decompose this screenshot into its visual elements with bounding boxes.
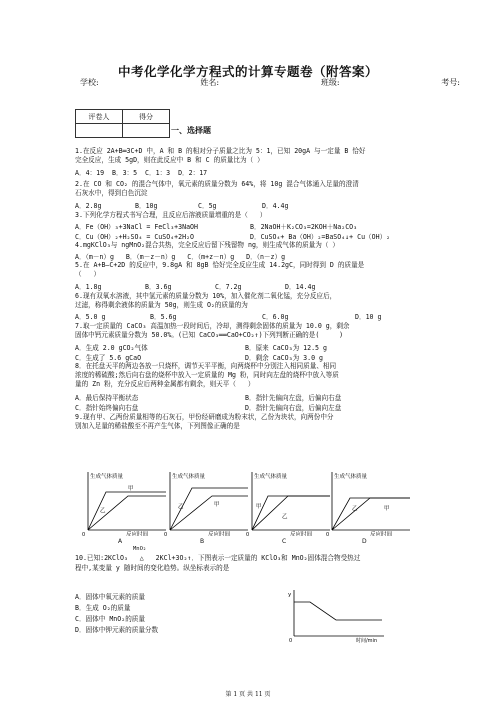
question-10-option-a: A．固体中氧元素的质量 (75, 593, 145, 601)
question-3-option-a: A．Fe（OH）₃+3NaCl = FeCl₃+3NaOH (75, 223, 198, 231)
graph-c-series-yi: 乙 (282, 514, 288, 520)
question-7-option-c: C．生成了 5.6 gCaO (75, 354, 142, 362)
graph-b-series-jia: 甲 (214, 502, 220, 508)
question-2-text: 2.在 CO 和 CO₂ 的混合气体中，氧元素的质量分数为 64%，将 10g 混合气体通入足量的澄清 石灰水中，得到白色沉淀 (75, 180, 359, 198)
page-footer: 第 1 页 共 11 页 (225, 691, 271, 698)
question-2-option-c: C．5g (198, 202, 217, 210)
page-title: 中考化学化学方程式的计算专题卷（附答案） (117, 64, 378, 79)
question-4-options: A．（m－n）g B．（m－z－n）g C．（m+z－n）g D．（n－z）g (75, 253, 286, 261)
graph-q10-origin: 0 (289, 638, 293, 644)
question-7-option-a: A．生成 2.0 gCO₂气体 (75, 344, 148, 352)
grader-cell (76, 124, 123, 138)
question-6-option-d: D．10 g (355, 313, 382, 321)
graph-d-origin: 0 (326, 532, 330, 536)
graph-c-ylabel: 生成气体质量 (254, 474, 288, 480)
graph-q10-xlabel: 时间/min (356, 638, 378, 644)
section-heading: 一、选择题 (171, 125, 211, 135)
student-info-row (80, 77, 460, 88)
question-5-text: 5.在 A+B—C+2D 的反应中，9.8gA 和 8gB 恰好完全反应生成 14.2gC，同时得到 D 的质量是 （ ） (75, 261, 365, 279)
question-10-option-b: B．生成 O₂的质量 (75, 604, 131, 612)
question-9-text: 9.现有甲、乙两份质量相等的石灰石，甲份经研磨成为粉末状，乙份为块状，向两份中分 别加入足量的稀盐酸至不再产生气体，下列图像正确的是 (75, 413, 334, 431)
graph-b-xlabel: 反应时间 (208, 532, 231, 536)
question-6-option-a: A．5.0 g (75, 313, 106, 321)
question-5-option-b: B．3.6g (145, 283, 172, 291)
school-label: 学校: (80, 78, 99, 87)
graph-c-xlabel: 反应时间 (290, 532, 313, 536)
graph-d (322, 470, 412, 540)
score-header: 得分 (123, 110, 170, 124)
graph-d-series-jia: 甲 (384, 506, 390, 512)
graph-a (78, 470, 168, 540)
graph-d-xlabel: 反应时间 (370, 532, 393, 536)
graph-c-series-jia: 甲 (256, 504, 262, 510)
graph-b-ylabel: 生成气体质量 (172, 474, 206, 480)
question-3-option-b: B．2NaOH＋K₂CO₃=2KOH＋Na₂CO₃ (250, 223, 358, 231)
question-5-option-d: D．14.4g (285, 283, 316, 291)
question-5-option-c: C．7.2g (215, 283, 242, 291)
question-2-option-a: A．2.8g (75, 202, 102, 210)
grader-header: 评卷人 (76, 110, 123, 124)
graph-q10 (286, 588, 386, 648)
graph-b-series-yi: 乙 (178, 504, 184, 510)
score-cell (123, 124, 170, 138)
graph-q10-ylabel: y (288, 592, 292, 598)
question-10-option-d: D．固体中钾元素的质量分数 (75, 626, 159, 634)
question-6-option-c: C．6.0g (262, 313, 289, 321)
name-label: 姓名: (200, 78, 220, 87)
exam-no-label: 考号: (441, 78, 460, 87)
graph-a-ylabel: 生成气体质量 (90, 474, 124, 480)
question-6-text: 6.现有双氧水溶液，其中氢元素的质量分数为 10%，加入催化剂二氧化锰，充分反应后， 过滤，称得剩余液体的质量为 50g，则生成 O₂的质量的为 (75, 292, 337, 310)
graph-b-label: B (200, 538, 205, 545)
graph-d-ylabel: 生成气体质量 (334, 474, 368, 480)
graph-c-label: C (282, 538, 287, 545)
question-5-option-a: A．1.8g (75, 283, 102, 291)
question-1-text: 1.在反应 2A+B═3C+D 中，A 和 B 的相对分子质量之比为 5：1，已知 20gA 与一定量 B 恰好 完全反应，生成 5gD，则在此反应中 B 和 C 的质量比为（ ） (75, 147, 366, 165)
catalyst-label: MnO₂ (133, 546, 147, 552)
question-2-option-b: B．10g (135, 202, 158, 210)
graph-c (242, 470, 332, 540)
question-8-text: 8．在托盘天平的两边各放一只烧杯，调节天平平衡，向两烧杯中分别注入相同质量、相同 浓度的稀硫酸;然后向右盘的烧杯中放入一定质量的 Mg 粉，同时向左盘的烧杯中放入等质 量的 Zn 粉，充分反应后两种金属都有剩余，则天平（ ） (75, 362, 339, 389)
question-7-option-d: D．剩余 CaCO₃为 3.0 g (245, 354, 323, 362)
graph-d-series-yi: 乙 (352, 506, 358, 512)
graph-a-xlabel: 反应时间 (126, 532, 149, 536)
question-10-option-c: C．固体中 MnO₂的质量 (75, 615, 145, 623)
question-7-text: 7.取一定质量的 CaCO₃ 高温加热一段时间后，冷却，测得剩余固体的质量为 10.0 g，剩余 固体中钙元素质量分数为 50.0%。(已知 CaCO₃══CaO+CO₂↑)下列判断正确的是( ) (75, 322, 350, 340)
question-8-option-b: B．指针先偏向左盘，后偏向右盘 (245, 394, 342, 402)
question-1-options: A．4：19 B．3：5 C．1：3 D．2：17 (75, 169, 208, 177)
graph-b-origin: 0 (164, 532, 168, 536)
graph-a-series-yi: 乙 (100, 508, 106, 514)
question-3-option-c: C．Cu（OH）₂+H₂SO₄ = CuSO₄+2H₂O (75, 233, 195, 241)
class-label: 班级: (320, 78, 340, 87)
graph-a-series-jia: 甲 (128, 486, 134, 492)
graph-d-label: D (362, 538, 367, 545)
score-table (75, 109, 170, 138)
question-3-text: 3.下列化学方程式书写合理，且反应后溶液质量增重的是（ ） (75, 211, 267, 219)
question-10-line-2: 程中,某变量 y 随时间的变化趋势。纵坐标表示的是 (75, 564, 230, 572)
graph-a-label: A (118, 538, 123, 545)
question-7-option-b: B．原来 CaCO₃为 12.5 g (245, 344, 327, 352)
graph-c-origin: 0 (246, 532, 250, 536)
question-10-line-1: 10.已知:2KClO₃ △ 2KCl+3O₂↑．下图表示一定质量的 KClO₃和 MnO₂固体混合物受热过 (75, 554, 361, 562)
question-4-text: 4.mgKClO₃与 ngMnO₂混合共热，完全反应后留下残留物 ng，则生成气体的质量为（ ） (75, 241, 340, 249)
graph-b (160, 470, 250, 540)
question-8-option-c: C．指针始终偏向右盘 (75, 404, 139, 412)
graph-a-origin: 0 (82, 532, 86, 536)
question-6-option-b: B．5.6g (150, 313, 177, 321)
question-3-option-d: D．CuSO₄+ Ba（OH）₂=BaSO₄↓+ Cu（OH）₂ (250, 233, 391, 241)
question-8-option-d: D．指针先偏向右盘，后偏向左盘 (245, 404, 342, 412)
question-8-option-a: A．最后保持平衡状态 (75, 394, 139, 402)
question-2-option-d: D．4.4g (262, 202, 289, 210)
